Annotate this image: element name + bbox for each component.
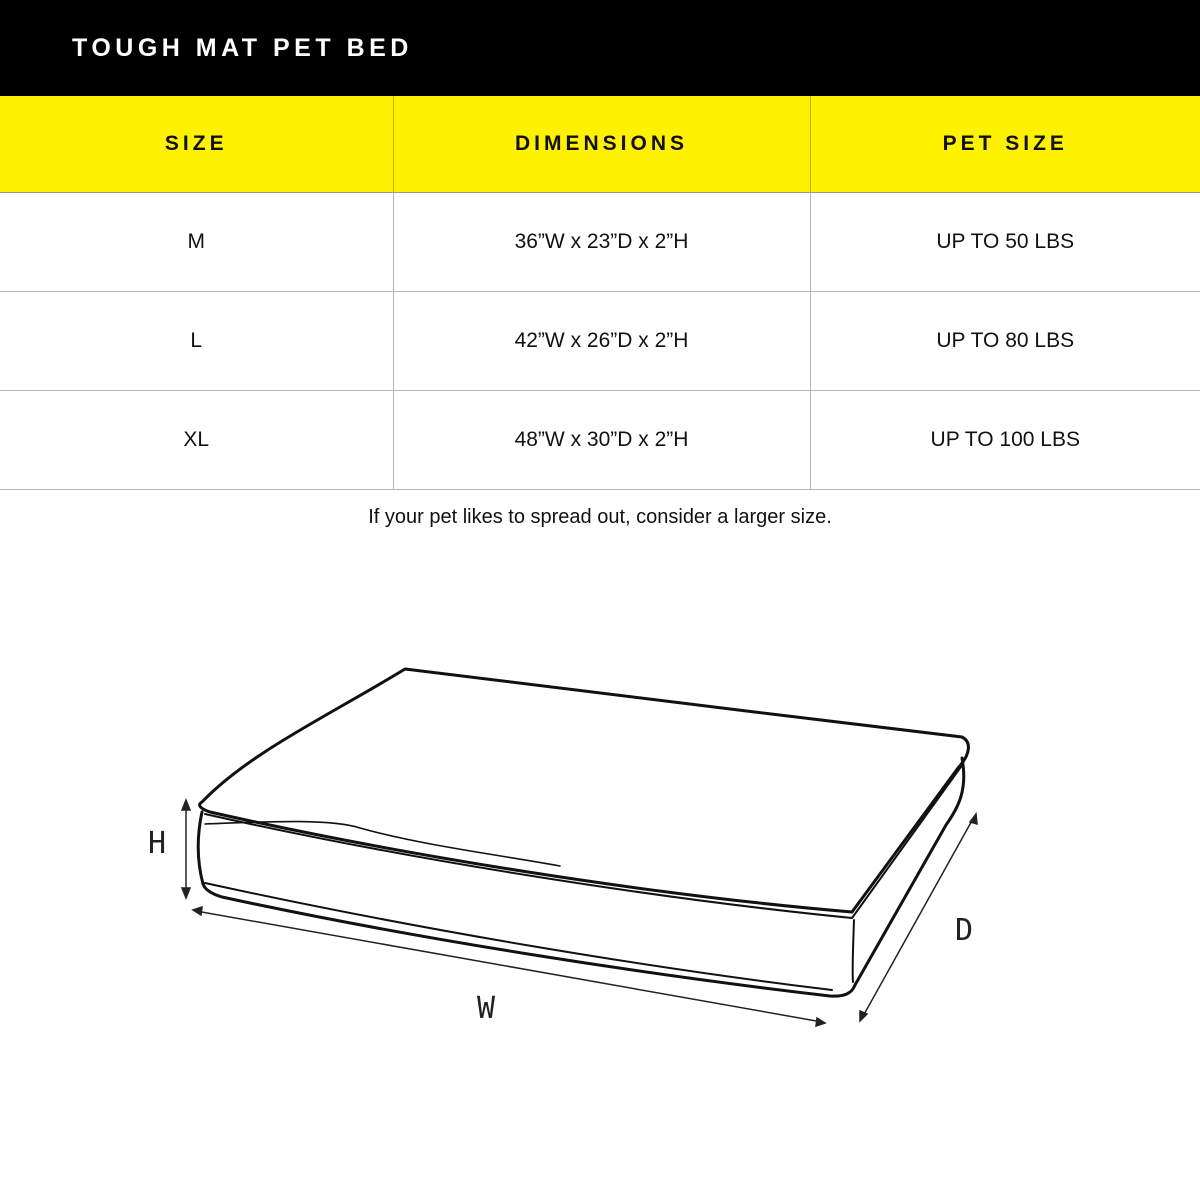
cell-size: L bbox=[0, 292, 393, 391]
bed-piping bbox=[205, 764, 963, 918]
size-advice-note: If your pet likes to spread out, consider a larger size. bbox=[368, 506, 832, 528]
column-header-pet-size: PET SIZE bbox=[810, 96, 1200, 193]
cell-dimensions: 36”W x 23”D x 2”H bbox=[393, 193, 810, 292]
cell-dimensions: 48”W x 30”D x 2”H bbox=[393, 391, 810, 490]
cell-size: XL bbox=[0, 391, 393, 490]
column-header-dimensions: DIMENSIONS bbox=[393, 96, 810, 193]
bed-front-bulge bbox=[205, 822, 560, 867]
depth-arrow-top bbox=[970, 814, 977, 824]
cell-size: M bbox=[0, 193, 393, 292]
width-dimension-line bbox=[196, 911, 822, 1022]
width-arrow-left bbox=[193, 907, 202, 915]
width-label: W bbox=[477, 991, 496, 1026]
height-label: H bbox=[148, 826, 167, 861]
pet-bed-illustration bbox=[198, 669, 968, 996]
cell-pet-size: UP TO 50 LBS bbox=[810, 193, 1200, 292]
bed-right-side bbox=[855, 758, 964, 985]
bed-right-piping bbox=[853, 920, 854, 982]
depth-arrow-bottom bbox=[860, 1011, 867, 1021]
bed-bottom-piping bbox=[205, 883, 832, 990]
cell-pet-size: UP TO 100 LBS bbox=[810, 391, 1200, 490]
cell-pet-size: UP TO 80 LBS bbox=[810, 292, 1200, 391]
depth-label: D bbox=[955, 913, 974, 948]
bed-top-face bbox=[200, 669, 969, 912]
cell-dimensions: 42”W x 26”D x 2”H bbox=[393, 292, 810, 391]
width-arrow-right bbox=[816, 1018, 825, 1026]
height-arrow-top bbox=[182, 800, 190, 810]
page-title: TOUGH MAT PET BED bbox=[72, 34, 413, 62]
column-header-size: SIZE bbox=[0, 96, 393, 193]
height-arrow-bottom bbox=[182, 888, 190, 898]
